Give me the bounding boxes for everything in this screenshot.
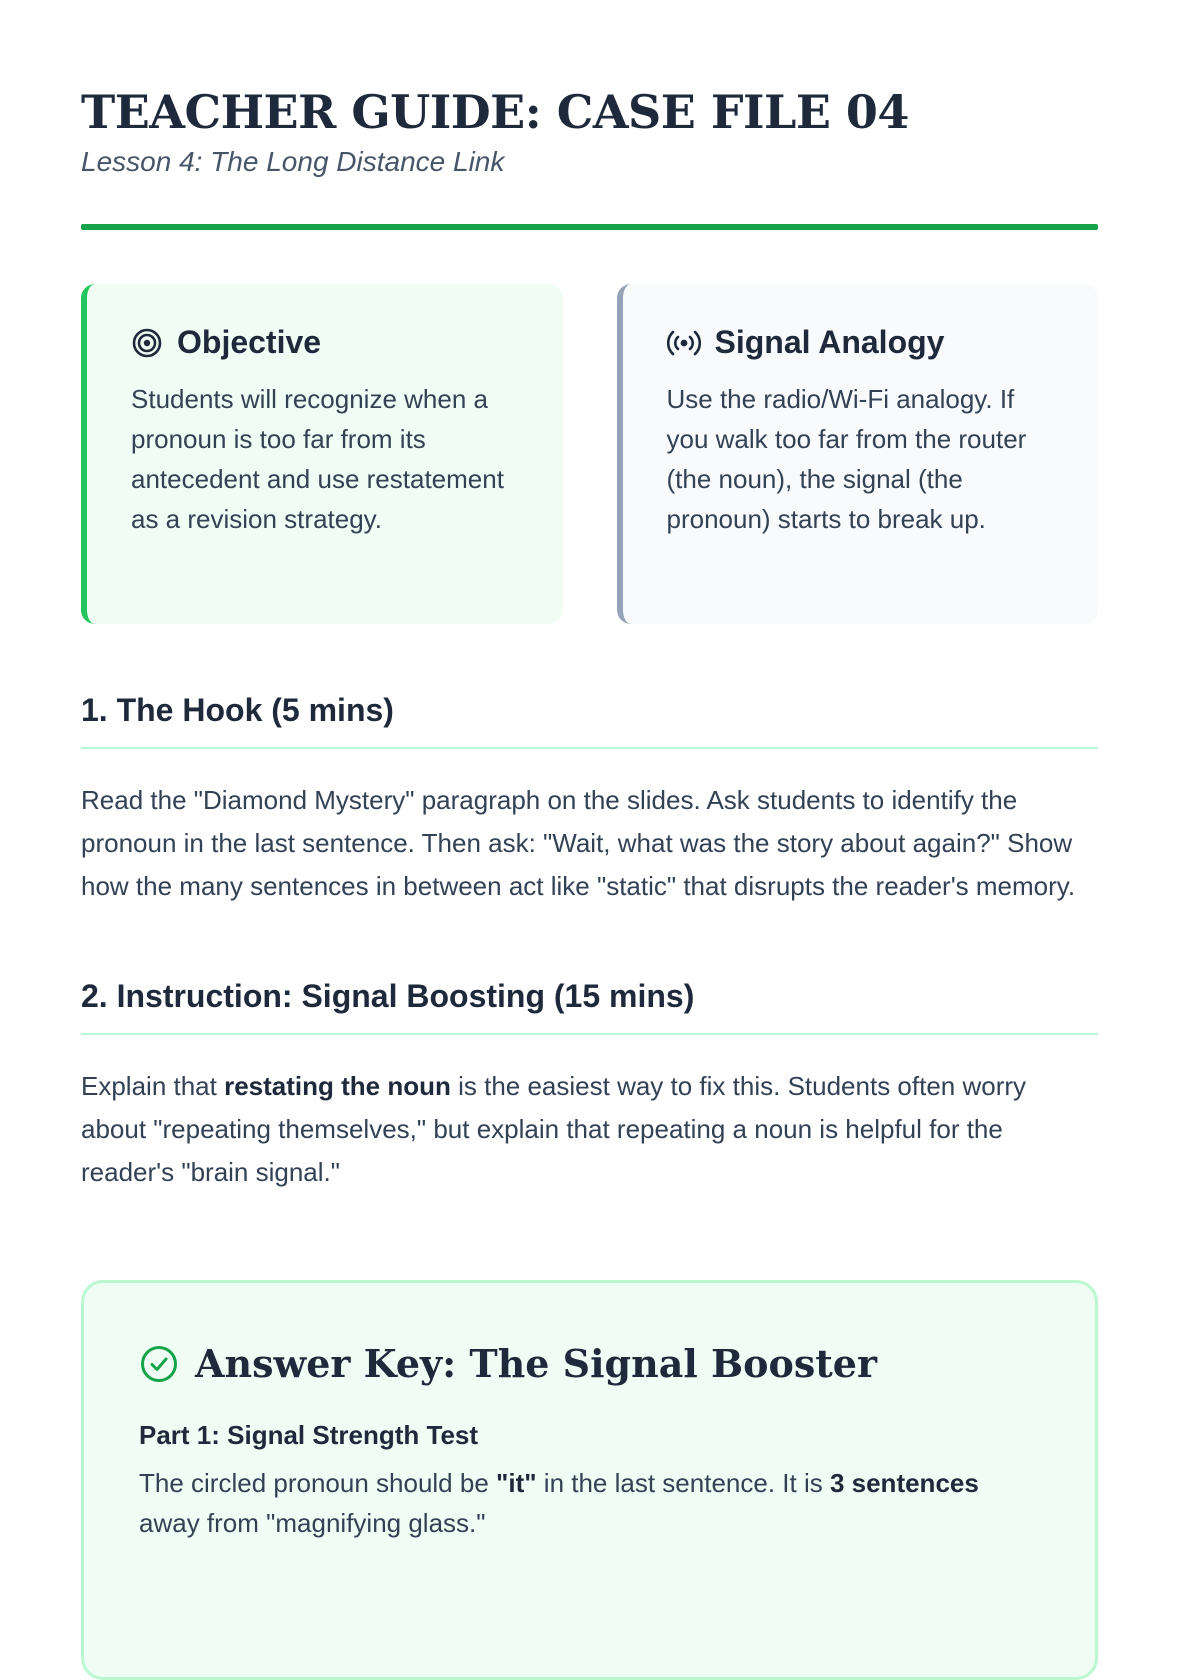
instruction-text-pre: Explain that [81,1071,225,1101]
hook-body: Read the "Diamond Mystery" paragraph on the slides. Ask students to identify the pronoun in the last sentence. Then ask: "Wait, what was the story about again?" Show how the many sentences in between act like "static" that disrupts the reader's memory. [81,785,1076,901]
check-circle-icon [139,1344,179,1384]
broadcast-signal-icon [667,327,701,359]
part1-body [139,1463,1040,1543]
answer-key-header [139,1341,1040,1386]
part1-title: Part 1: Signal Strength Test [139,1420,479,1450]
part1-text-2: in the last sentence. It is [536,1468,830,1498]
instruction-section [81,978,1098,1194]
analogy-body: Use the radio/Wi-Fi analogy. If you walk too far from the router (the noun), the signal (the pronoun) starts to break up. [666,384,1027,534]
instruction-body [81,1065,1098,1194]
instruction-text-post: is the easiest way to fix this. Students often worry about "repeating themselves," but explain that repeating a noun is helpful for the reader's "brain signal." [81,1071,1027,1187]
objective-card-header [131,324,523,361]
hook-title: 1. The Hook (5 mins) [81,692,1098,749]
hook-section [81,692,1098,908]
analogy-title: Signal Analogy [714,324,945,360]
answer-key-box [81,1280,1098,1680]
page-title: TEACHER GUIDE: CASE FILE 04 [81,85,909,139]
answer-key-title: Answer Key: The Signal Booster [195,1341,877,1386]
analogy-card-header [667,324,1059,361]
part1-text-1: The circled pronoun should be [139,1468,497,1498]
objective-title: Objective [177,324,322,360]
header-divider [81,224,1098,230]
part1-bold-1: "it" [496,1468,537,1498]
objective-card [81,284,563,624]
analogy-card [617,284,1099,624]
objective-body: Students will recognize when a pronoun is too far from its antecedent and use restatement as a revision strategy. [131,384,504,534]
part1-text-3: away from "magnifying glass." [139,1508,486,1538]
page-subtitle: Lesson 4: The Long Distance Link [81,146,505,177]
info-cards [81,284,1098,624]
part1-bold-2: 3 sentences [829,1468,979,1498]
instruction-emphasis: restating the noun [224,1071,451,1101]
instruction-title: 2. Instruction: Signal Boosting (15 mins) [81,978,1098,1035]
target-icon [131,327,163,359]
